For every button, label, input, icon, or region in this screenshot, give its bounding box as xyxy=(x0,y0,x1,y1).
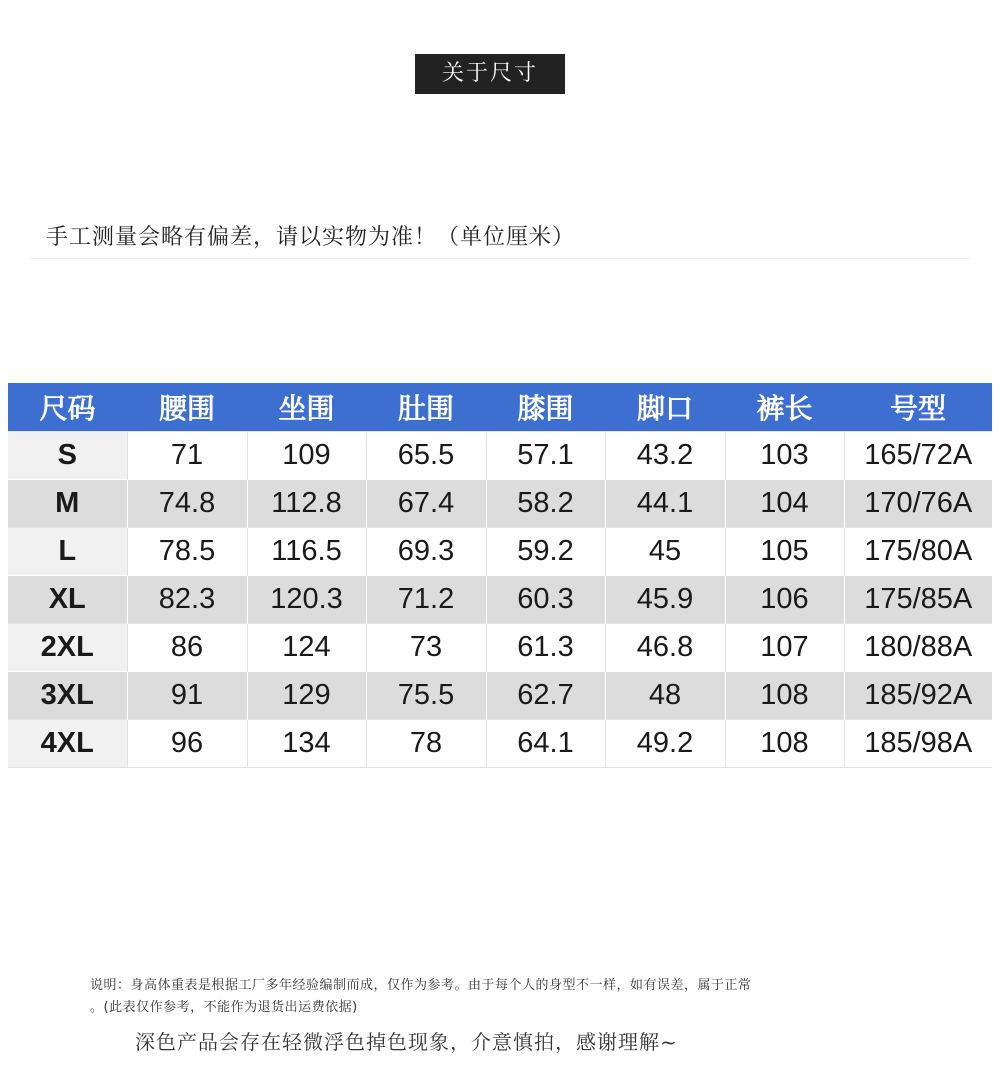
table-row xyxy=(8,672,992,720)
table-cell: 105 xyxy=(725,528,844,576)
table-cell: 91 xyxy=(127,672,247,720)
size-cell: S xyxy=(8,432,127,480)
size-cell: M xyxy=(8,480,127,528)
table-cell: 165/72A xyxy=(844,432,992,480)
table-cell: 116.5 xyxy=(247,528,366,576)
footnote-line-1: 说明：身高体重表是根据工厂多年经验编制而成，仅作为参考。由于每个人的身型不一样，如有误差，属于正常 xyxy=(90,978,752,993)
size-cell: 3XL xyxy=(8,672,127,720)
table-cell: 175/85A xyxy=(844,576,992,624)
table-cell: 43.2 xyxy=(605,432,725,480)
table-cell: 104 xyxy=(725,480,844,528)
table-cell: 103 xyxy=(725,432,844,480)
size-cell: 2XL xyxy=(8,624,127,672)
header-fit-code: 号型 xyxy=(844,383,992,432)
header-knee: 膝围 xyxy=(486,383,605,432)
table-row xyxy=(8,576,992,624)
table-cell: 86 xyxy=(127,624,247,672)
table-cell: 49.2 xyxy=(605,720,725,768)
table-cell: 44.1 xyxy=(605,480,725,528)
table-cell: 124 xyxy=(247,624,366,672)
table-cell: 64.1 xyxy=(486,720,605,768)
table-cell: 185/92A xyxy=(844,672,992,720)
header-hip: 坐围 xyxy=(247,383,366,432)
size-cell: XL xyxy=(8,576,127,624)
table-cell: 46.8 xyxy=(605,624,725,672)
table-row xyxy=(8,480,992,528)
size-cell: 4XL xyxy=(8,720,127,768)
size-cell: L xyxy=(8,528,127,576)
table-cell: 106 xyxy=(725,576,844,624)
table-cell: 134 xyxy=(247,720,366,768)
table-cell: 74.8 xyxy=(127,480,247,528)
measurement-note: 手工测量会略有偏差，请以实物为准！（单位厘米） xyxy=(46,225,576,250)
table-cell: 45.9 xyxy=(605,576,725,624)
table-cell: 180/88A xyxy=(844,624,992,672)
table-cell: 82.3 xyxy=(127,576,247,624)
table-cell: 59.2 xyxy=(486,528,605,576)
table-cell: 120.3 xyxy=(247,576,366,624)
divider xyxy=(30,258,970,259)
table-cell: 129 xyxy=(247,672,366,720)
header-size: 尺码 xyxy=(8,383,127,432)
table-cell: 58.2 xyxy=(486,480,605,528)
color-fading-note: 深色产品会存在轻微浮色掉色现象，介意慎拍，感谢理解~ xyxy=(135,1030,678,1054)
table-header-row xyxy=(8,383,992,432)
table-cell: 112.8 xyxy=(247,480,366,528)
size-chart-table xyxy=(8,383,992,768)
table-cell: 62.7 xyxy=(486,672,605,720)
header-pants-length: 裤长 xyxy=(725,383,844,432)
table-cell: 175/80A xyxy=(844,528,992,576)
table-cell: 45 xyxy=(605,528,725,576)
table-row xyxy=(8,624,992,672)
table-cell: 71.2 xyxy=(366,576,486,624)
table-cell: 69.3 xyxy=(366,528,486,576)
table-row xyxy=(8,528,992,576)
table-row xyxy=(8,432,992,480)
table-cell: 107 xyxy=(725,624,844,672)
table-cell: 78 xyxy=(366,720,486,768)
table-cell: 65.5 xyxy=(366,432,486,480)
header-leg-opening: 脚口 xyxy=(605,383,725,432)
table-cell: 185/98A xyxy=(844,720,992,768)
header-waist: 腰围 xyxy=(127,383,247,432)
table-cell: 48 xyxy=(605,672,725,720)
table-cell: 61.3 xyxy=(486,624,605,672)
footnote-line-2: 。(此表仅作参考，不能作为退货出运费依据) xyxy=(90,1000,358,1015)
table-cell: 57.1 xyxy=(486,432,605,480)
table-row xyxy=(8,720,992,768)
table-cell: 78.5 xyxy=(127,528,247,576)
table-cell: 60.3 xyxy=(486,576,605,624)
table-cell: 71 xyxy=(127,432,247,480)
section-title: 关于尺寸 xyxy=(415,54,565,94)
table-cell: 75.5 xyxy=(366,672,486,720)
table-cell: 109 xyxy=(247,432,366,480)
table-cell: 170/76A xyxy=(844,480,992,528)
table-cell: 73 xyxy=(366,624,486,672)
table-cell: 108 xyxy=(725,672,844,720)
table-cell: 96 xyxy=(127,720,247,768)
table-cell: 67.4 xyxy=(366,480,486,528)
header-belly: 肚围 xyxy=(366,383,486,432)
table-cell: 108 xyxy=(725,720,844,768)
